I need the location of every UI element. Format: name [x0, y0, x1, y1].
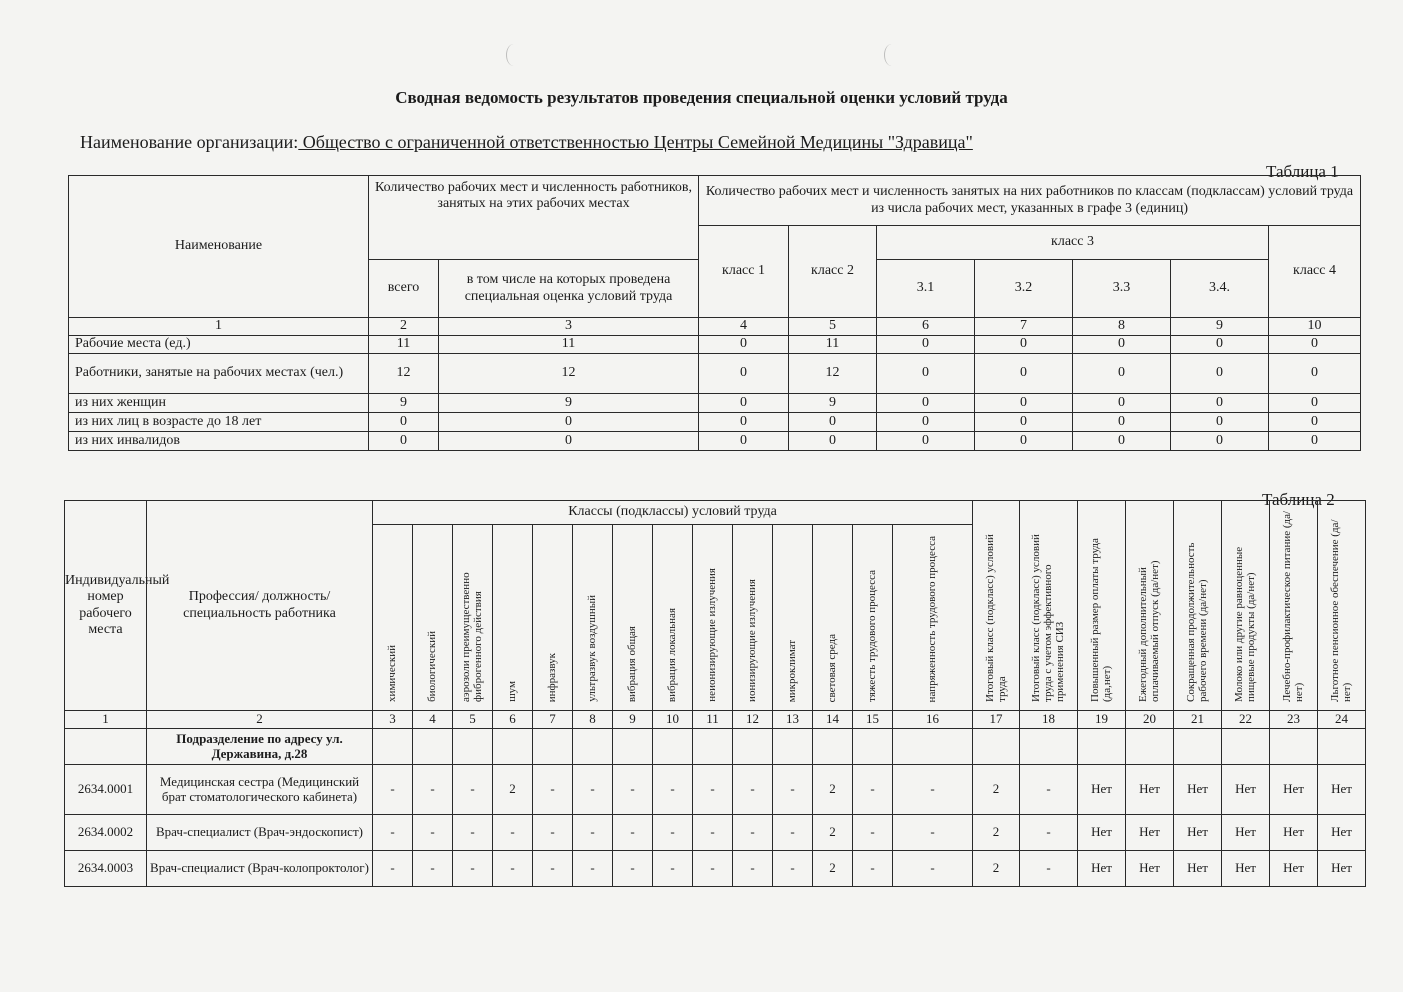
t2-empty-cell [453, 729, 493, 765]
t1-cell: 0 [1171, 413, 1269, 432]
t1-cell: 9 [369, 394, 439, 413]
t2-colnum: 14 [813, 711, 853, 729]
t2-extra-header [1078, 501, 1126, 711]
t2-cell: - [653, 815, 693, 851]
t2-cell: Нет [1174, 815, 1222, 851]
t1-cell: 0 [877, 432, 975, 451]
t2-colnum: 5 [453, 711, 493, 729]
t1-cell: 0 [1171, 354, 1269, 394]
t2-colnum: 10 [653, 711, 693, 729]
t2-cell: - [533, 815, 573, 851]
t1-cell: 11 [439, 336, 699, 354]
t2-empty-cell [893, 729, 973, 765]
t2-empty-cell [533, 729, 573, 765]
t2-profession: Врач-специалист (Врач-эндоскопист) [147, 815, 373, 851]
punch-hole-mark [884, 44, 899, 66]
t1-cell: 0 [1073, 354, 1171, 394]
t1-cell: 12 [439, 354, 699, 394]
t2-cell: - [1020, 851, 1078, 887]
t2-extra-header [1270, 501, 1318, 711]
t2-factor-label: биологический [426, 631, 439, 703]
t2-cell: - [573, 765, 613, 815]
t2-colnum: 11 [693, 711, 733, 729]
t2-empty-cell [973, 729, 1020, 765]
t2-factor-header [893, 525, 973, 711]
t2-extra-header [1222, 501, 1270, 711]
t1-cell: 0 [975, 394, 1073, 413]
t1-cell: 0 [1171, 394, 1269, 413]
t2-colnum: 3 [373, 711, 413, 729]
t2-colnum: 4 [413, 711, 453, 729]
t2-factor-label: аэрозоли преимущественно фиброгенного действия [460, 572, 485, 703]
t2-colnum: 6 [493, 711, 533, 729]
t2-factor-label: ионизирующие излучения [746, 579, 759, 703]
t2-section-row [65, 729, 1366, 765]
t1-cell: 0 [1073, 432, 1171, 451]
t2-colnum: 2 [147, 711, 373, 729]
t1-cell: 0 [975, 336, 1073, 354]
t1-row-label: из них инвалидов [69, 432, 369, 451]
t2-colnum: 23 [1270, 711, 1318, 729]
t1-cell: 0 [1269, 394, 1361, 413]
t1-colnum: 3 [439, 318, 699, 336]
t2-empty-cell [1222, 729, 1270, 765]
t1-header-name: Наименование [69, 176, 369, 318]
t2-extra-header [1126, 501, 1174, 711]
t2-extra-label: Молоко или другие равноценные пищевые продукты (да/нет) [1233, 546, 1258, 703]
t2-cell: - [613, 765, 653, 815]
t2-factor-header [653, 525, 693, 711]
t1-cell: 0 [789, 432, 877, 451]
t2-colnum: 22 [1222, 711, 1270, 729]
t2-header-classes: Классы (подклассы) условий труда [373, 501, 973, 525]
t2-cell: Нет [1174, 765, 1222, 815]
t1-number-row [69, 318, 1361, 336]
t2-empty-cell [1078, 729, 1126, 765]
t2-colnum: 20 [1126, 711, 1174, 729]
t2-cell: Нет [1126, 815, 1174, 851]
t1-cell: 0 [877, 394, 975, 413]
punch-hole-mark [506, 44, 521, 66]
t1-header-32: 3.2 [975, 260, 1073, 318]
t2-empty-cell [733, 729, 773, 765]
document-title: Сводная ведомость результатов проведения специальной оценки условий труда [395, 88, 1008, 107]
t2-colnum: 18 [1020, 711, 1078, 729]
t1-cell: 0 [369, 413, 439, 432]
t2-factor-label: напряженность трудового процесса [926, 535, 939, 703]
t2-factor-header [813, 525, 853, 711]
t1-header-incl: в том числе на которых проведена специальная оценка условий труда [439, 260, 699, 318]
t2-cell: - [653, 765, 693, 815]
t2-factor-header [413, 525, 453, 711]
t2-extra-header [973, 501, 1020, 711]
t2-cell: - [693, 765, 733, 815]
t1-cell: 0 [975, 354, 1073, 394]
t2-cell: Нет [1222, 815, 1270, 851]
t1-cell: 0 [1269, 354, 1361, 394]
t2-row [65, 765, 1366, 815]
t2-cell: - [693, 815, 733, 851]
t2-extra-label: Ежегодный дополнительный оплачиваемый отпуск (да/нет) [1137, 560, 1162, 703]
t2-header-id: Индивидуальный номер рабочего места [65, 501, 147, 711]
t1-cell: 0 [1269, 413, 1361, 432]
t1-cell: 0 [699, 432, 789, 451]
t2-cell: 2 [973, 815, 1020, 851]
t2-cell: Нет [1078, 851, 1126, 887]
t2-cell: Нет [1270, 815, 1318, 851]
t1-colnum: 10 [1269, 318, 1361, 336]
t1-cell: 0 [1073, 394, 1171, 413]
t2-factor-label: химический [386, 645, 399, 703]
t2-number-row [65, 711, 1366, 729]
t2-row [65, 851, 1366, 887]
t1-colnum: 9 [1171, 318, 1269, 336]
t2-cell: - [773, 851, 813, 887]
t2-cell: - [453, 815, 493, 851]
t2-extra-label: Итоговый класс (подкласс) условий труда с учетом эффективного применения СИЗ [1030, 534, 1067, 703]
t2-cell: - [733, 815, 773, 851]
t1-cell: 0 [1269, 336, 1361, 354]
t2-cell: - [733, 851, 773, 887]
workplaces-table [64, 500, 1366, 887]
t2-factor-label: световая среда [826, 633, 839, 703]
t1-row [69, 394, 1361, 413]
t2-cell: Нет [1318, 765, 1366, 815]
t2-workplace-id: 2634.0002 [65, 815, 147, 851]
t2-cell: - [453, 851, 493, 887]
t2-cell: Нет [1222, 851, 1270, 887]
t2-cell: - [853, 765, 893, 815]
t2-empty-cell [1174, 729, 1222, 765]
t2-cell: 2 [813, 815, 853, 851]
summary-table [68, 175, 1361, 451]
t1-cell: 12 [789, 354, 877, 394]
t1-row-label: из них лиц в возрасте до 18 лет [69, 413, 369, 432]
t2-cell: - [773, 765, 813, 815]
t2-cell: Нет [1126, 851, 1174, 887]
t2-colnum: 16 [893, 711, 973, 729]
t1-colnum: 1 [69, 318, 369, 336]
t1-colnum: 7 [975, 318, 1073, 336]
t2-cell: Нет [1126, 765, 1174, 815]
t1-cell: 0 [877, 336, 975, 354]
t1-cell: 0 [1171, 432, 1269, 451]
t2-extra-label: Сокращенная продолжительность рабочего времени (да/нет) [1185, 542, 1210, 703]
table2-label: Таблица 2 [1262, 490, 1335, 509]
t2-factor-header [573, 525, 613, 711]
t1-header-class1: класс 1 [699, 226, 789, 318]
t2-extra-label: Льготное пенсионное обеспечение (да/нет) [1329, 519, 1354, 703]
t2-empty-cell [1270, 729, 1318, 765]
t1-row-label: Рабочие места (ед.) [69, 336, 369, 354]
t2-colnum: 19 [1078, 711, 1126, 729]
t2-cell: - [493, 851, 533, 887]
t1-cell: 0 [975, 432, 1073, 451]
t2-extra-header [1174, 501, 1222, 711]
t2-factor-header [373, 525, 413, 711]
t2-factor-header [533, 525, 573, 711]
t2-empty-cell [693, 729, 733, 765]
t2-extra-label: Повышенный размер оплаты труда (да,нет) [1089, 538, 1114, 703]
t1-header-class3: класс 3 [877, 226, 1269, 260]
t1-colnum: 6 [877, 318, 975, 336]
t2-cell: - [773, 815, 813, 851]
t2-empty-cell [373, 729, 413, 765]
t1-header-class4: класс 4 [1269, 226, 1361, 318]
t2-extra-header [1020, 501, 1078, 711]
t2-colnum: 1 [65, 711, 147, 729]
t2-cell: - [653, 851, 693, 887]
t2-cell: - [1020, 815, 1078, 851]
t1-cell: 0 [699, 336, 789, 354]
t1-header-total: всего [369, 260, 439, 318]
t2-cell: - [613, 851, 653, 887]
t1-cell: 0 [699, 354, 789, 394]
t1-cell: 0 [877, 354, 975, 394]
t2-colnum: 15 [853, 711, 893, 729]
t2-cell: - [533, 765, 573, 815]
t2-profession: Медицинская сестра (Медицинский брат стоматологического кабинета) [147, 765, 373, 815]
t2-profession: Врач-специалист (Врач-колопроктолог) [147, 851, 373, 887]
t2-cell: 2 [973, 765, 1020, 815]
t1-cell: 0 [699, 413, 789, 432]
t1-row [69, 336, 1361, 354]
t2-colnum: 21 [1174, 711, 1222, 729]
t1-cell: 12 [369, 354, 439, 394]
t2-factor-label: ультразвук воздушный [586, 595, 599, 703]
t2-factor-header [493, 525, 533, 711]
t2-factor-label: вибрация общая [626, 625, 639, 703]
t2-factor-header [773, 525, 813, 711]
t1-cell: 0 [369, 432, 439, 451]
t1-header-33: 3.3 [1073, 260, 1171, 318]
t2-cell: - [893, 851, 973, 887]
t1-cell: 9 [789, 394, 877, 413]
t2-row [65, 815, 1366, 851]
t2-cell: - [573, 851, 613, 887]
t2-empty-cell [853, 729, 893, 765]
t2-cell: - [413, 851, 453, 887]
t1-cell: 9 [439, 394, 699, 413]
t1-cell: 11 [369, 336, 439, 354]
t2-cell: - [853, 815, 893, 851]
t2-cell: Нет [1174, 851, 1222, 887]
t2-cell: Нет [1318, 815, 1366, 851]
t2-factor-header [453, 525, 493, 711]
t2-empty-cell [1020, 729, 1078, 765]
organization-name: Общество с ограниченной ответственностью Центры Семейной Медицины "Здравица" [298, 132, 973, 152]
t2-cell: Нет [1270, 851, 1318, 887]
t2-empty-cell [1318, 729, 1366, 765]
t2-factor-label: микроклимат [786, 639, 799, 703]
t1-colnum: 5 [789, 318, 877, 336]
t2-empty-cell [573, 729, 613, 765]
organization-label: Наименование организации: [80, 132, 299, 152]
t2-cell: Нет [1222, 765, 1270, 815]
t2-extra-label: Итоговый класс (подкласс) условий труда [983, 534, 1009, 703]
t1-cell: 0 [1171, 336, 1269, 354]
t2-cell: - [373, 765, 413, 815]
t1-header-31: 3.1 [877, 260, 975, 318]
t2-empty-cell [65, 729, 147, 765]
t2-cell: 2 [813, 765, 853, 815]
t2-cell: - [693, 851, 733, 887]
t2-factor-header [693, 525, 733, 711]
t2-cell: - [533, 851, 573, 887]
t2-cell: Нет [1270, 765, 1318, 815]
t1-cell: 0 [877, 413, 975, 432]
t2-cell: - [613, 815, 653, 851]
t2-factor-label: инфразвук [546, 652, 559, 703]
t2-empty-cell [813, 729, 853, 765]
t2-colnum: 7 [533, 711, 573, 729]
t1-row [69, 413, 1361, 432]
t2-cell: - [373, 815, 413, 851]
t2-empty-cell [413, 729, 453, 765]
t2-cell: - [853, 851, 893, 887]
t2-colnum: 8 [573, 711, 613, 729]
t2-empty-cell [773, 729, 813, 765]
t2-cell: - [373, 851, 413, 887]
t2-cell: - [893, 815, 973, 851]
t1-row [69, 354, 1361, 394]
t2-factor-label: неионизирующие излучения [706, 568, 719, 703]
t2-empty-cell [613, 729, 653, 765]
t2-cell: - [1020, 765, 1078, 815]
t1-row-label: Работники, занятые на рабочих местах (чел.) [69, 354, 369, 394]
t2-factor-label: вибрация локальная [666, 607, 679, 703]
t2-empty-cell [653, 729, 693, 765]
t1-cell: 0 [1073, 413, 1171, 432]
t1-colnum: 4 [699, 318, 789, 336]
t2-colnum: 24 [1318, 711, 1366, 729]
t1-row [69, 432, 1361, 451]
t2-cell: Нет [1078, 815, 1126, 851]
t2-colnum: 12 [733, 711, 773, 729]
t1-header-34: 3.4. [1171, 260, 1269, 318]
t2-cell: - [413, 815, 453, 851]
t1-cell: 0 [439, 432, 699, 451]
t2-cell: - [573, 815, 613, 851]
table1-label: Таблица 1 [1266, 162, 1339, 181]
t2-cell: - [453, 765, 493, 815]
t2-cell: 2 [813, 851, 853, 887]
t1-cell: 0 [439, 413, 699, 432]
t1-cell: 0 [699, 394, 789, 413]
t1-header-class2: класс 2 [789, 226, 877, 318]
t1-cell: 0 [1073, 336, 1171, 354]
t2-empty-cell [493, 729, 533, 765]
t1-colnum: 8 [1073, 318, 1171, 336]
t2-cell: Нет [1078, 765, 1126, 815]
t2-colnum: 17 [973, 711, 1020, 729]
t1-cell: 11 [789, 336, 877, 354]
t2-cell: - [413, 765, 453, 815]
t1-cell: 0 [789, 413, 877, 432]
t2-colnum: 13 [773, 711, 813, 729]
t1-cell: 0 [1269, 432, 1361, 451]
t2-section-label: Подразделение по адресу ул. Державина, д.28 [147, 729, 373, 765]
t2-factor-label: шум [506, 681, 519, 703]
t2-cell: - [493, 815, 533, 851]
organization-line [80, 132, 973, 153]
t2-factor-header [853, 525, 893, 711]
t2-extra-label: Лечебно-профилактическое питание (да/нет) [1281, 511, 1306, 703]
t2-factor-header [613, 525, 653, 711]
t2-header-profession: Профессия/ должность/ специальность работника [147, 501, 373, 711]
t2-cell: 2 [493, 765, 533, 815]
t2-cell: - [893, 765, 973, 815]
t2-colnum: 9 [613, 711, 653, 729]
t1-colnum: 2 [369, 318, 439, 336]
t2-workplace-id: 2634.0003 [65, 851, 147, 887]
t2-cell: - [733, 765, 773, 815]
t2-factor-label: тяжесть трудового процесса [866, 570, 879, 703]
t2-workplace-id: 2634.0001 [65, 765, 147, 815]
t1-row-label: из них женщин [69, 394, 369, 413]
t2-factor-header [733, 525, 773, 711]
t1-header-classes: Количество рабочих мест и численность занятых на них работников по классам (подклассам) условий труда из числа рабочих мест, указанных в графе 3 (единиц) [699, 176, 1361, 226]
t2-cell: Нет [1318, 851, 1366, 887]
t2-cell: 2 [973, 851, 1020, 887]
t2-empty-cell [1126, 729, 1174, 765]
t1-cell: 0 [975, 413, 1073, 432]
t1-header-count: Количество рабочих мест и численность работников, занятых на этих рабочих местах [369, 176, 699, 260]
t2-extra-header [1318, 501, 1366, 711]
